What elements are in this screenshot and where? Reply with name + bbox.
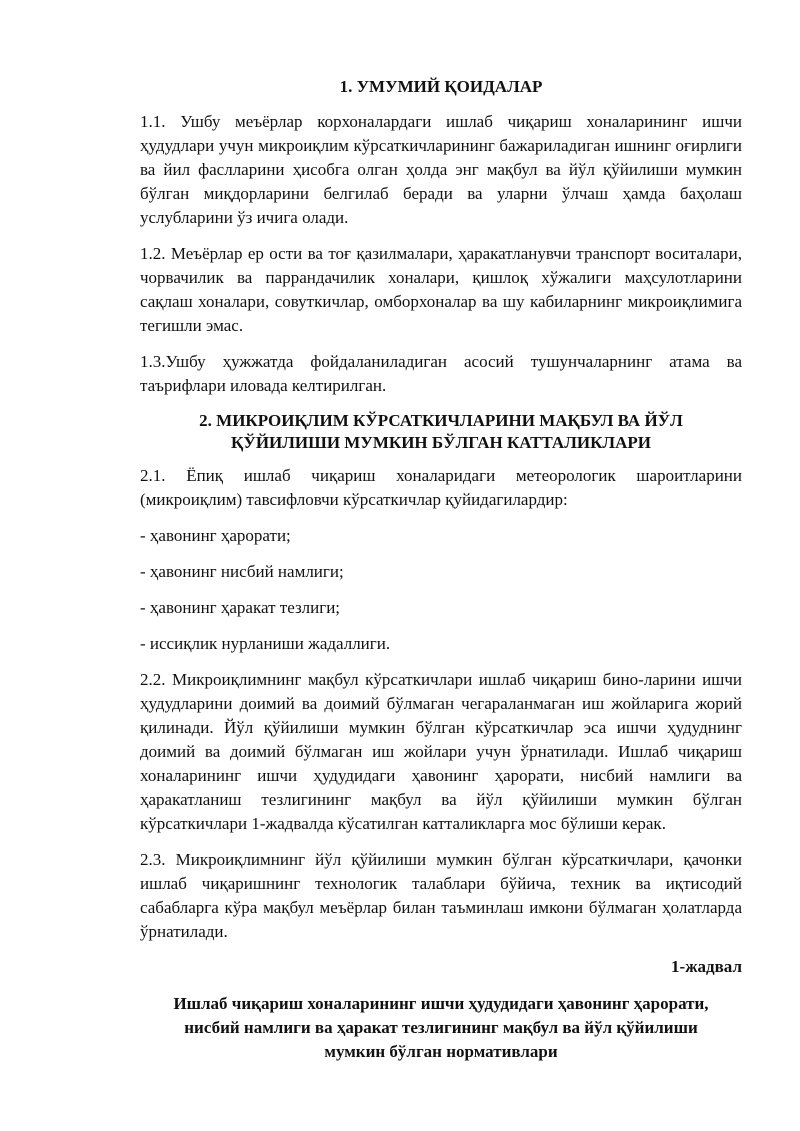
paragraph-2-1-text: 2.1. Ёпиқ ишлаб чиқариш хоналаридаги метеорологик шароитларини (микроиқлим) тавсифловчи кўрсаткичлар қуйидагилардир: <box>140 466 742 509</box>
paragraph-2-2 <box>140 668 742 836</box>
list-item: - ҳавонинг ҳарорати; <box>140 526 291 545</box>
section-2-heading <box>140 410 742 454</box>
section-1-heading: 1. УМУМИЙ ҚОИДАЛАР <box>339 77 543 96</box>
paragraph-2-1 <box>140 464 742 512</box>
section-2-heading-line-2: ҚЎЙИЛИШИ МУМКИН БЎЛГАН КАТТАЛИКЛАРИ <box>231 433 651 452</box>
paragraph-1-3 <box>140 350 742 398</box>
list-item: - ҳавонинг ҳаракат тезлиги; <box>140 598 341 617</box>
paragraph-2-3-text: 2.3. Микроиқлимнинг йўл қўйилиши мумкин бўлган кўрсаткичлари, қачонки ишлаб чиқаришнинг технологик талаблари бўйича, техник ва иқтисодий сабабларга кўра мақбул меъёрлар билан таъминлаш имкони бўлмаган ҳолатларда ўрнатилади. <box>140 850 742 941</box>
paragraph-1-1-text: 1.1. Ушбу меъёрлар корхоналардаги ишлаб чиқариш хоналарининг ишчи ҳудудлари учун микроиқлим кўрсаткичларининг бажариладиган ишнинг оғирлиги ва йил фаслларини ҳисобга олган ҳолда энг мақбул ва йўл қўйилиши мумкин бўлган миқдорларини белгилаб беради ва уларни ўлчаш ҳамда баҳолаш услубларини ўз ичига олади. <box>140 112 742 227</box>
paragraph-2-2-text: 2.2. Микроиқлимнинг мақбул кўрсаткичлари ишлаб чиқариш бино-ларини ишчи ҳудудларини доимий ва доимий бўлмаган чегараланмаган иш жойларига жорий қилинади. Йўл қўйилиши мумкин бўлган кўрсаткичлар эса ишчи ҳудуднинг доимий ва доимий бўлмаган иш жойлари учун ўрнатилади. Ишлаб чиқариш хоналарининг ишчи ҳудудидаги ҳавонинг ҳарорати, нисбий намлиги ва ҳаракатланиш тезлигининг мақбул ва йўл қўйилиши мумкин бўлган кўрсаткичлари 1-жадвалда кўсатилган катталикларга мос бўлиши керак. <box>140 670 742 833</box>
paragraph-1-3-text: 1.3.Ушбу ҳужжатда фойдаланиладиган асосий тушунчаларнинг атама ва таърифлари иловада келтирилган. <box>140 352 742 395</box>
paragraph-1-2 <box>140 242 742 338</box>
table-title-line-1: Ишлаб чиқариш хоналарининг ишчи ҳудудидаги ҳавонинг ҳарорати, <box>173 994 709 1013</box>
table-label: 1-жадвал <box>671 957 742 976</box>
paragraph-1-1 <box>140 110 742 230</box>
document-page <box>140 76 742 1064</box>
section-2-heading-line-1: 2. МИКРОИҚЛИМ КЎРСАТКИЧЛАРИНИ МАҚБУЛ ВА ЙЎЛ <box>199 411 683 430</box>
table-title <box>140 992 742 1064</box>
paragraph-2-3 <box>140 848 742 944</box>
list-item: - ҳавонинг нисбий намлиги; <box>140 562 344 581</box>
table-title-line-3: мумкин бўлган нормативлари <box>324 1042 558 1061</box>
table-title-line-2: нисбий намлиги ва ҳаракат тезлигининг мақбул ва йўл қўйилиши <box>184 1018 698 1037</box>
list-item: - иссиқлик нурланиши жадаллиги. <box>140 634 391 653</box>
paragraph-1-2-text: 1.2. Меъёрлар ер ости ва тоғ қазилмалари, ҳаракатланувчи транспорт воситалари, чорвачилик ва паррандачилик хоналари, қишлоқ хўжалиги маҳсулотларини сақлаш хоналари, совуткичлар, омборхоналар ва шу кабиларнинг микроиқлимига тегишли эмас. <box>140 244 742 335</box>
